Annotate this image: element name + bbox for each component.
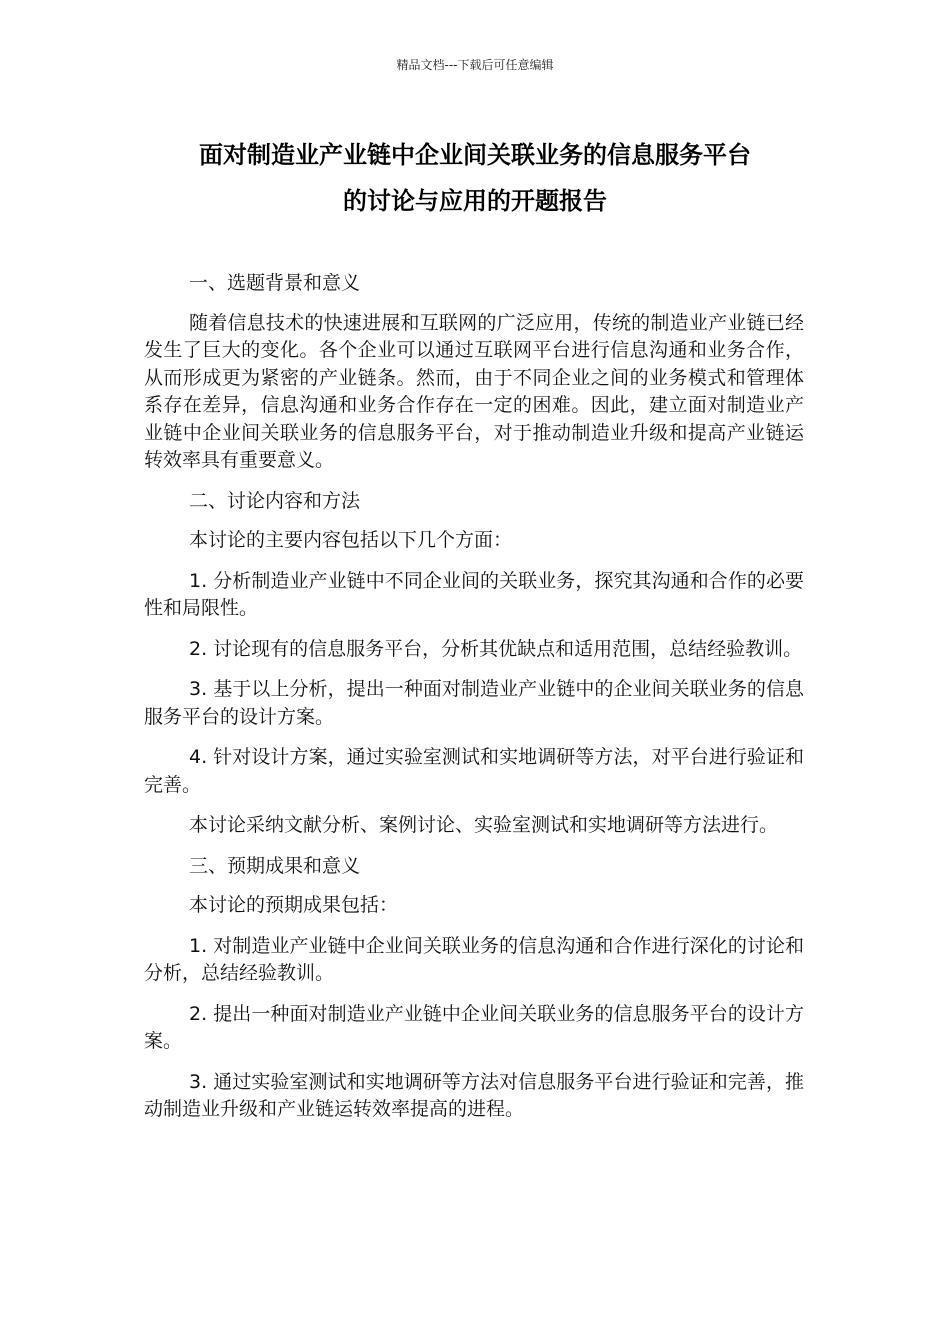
paragraph-method: 本讨论采纳文献分析、案例讨论、实验室测试和实地调研等方法进行。 (189, 814, 779, 836)
paragraph-outcomes-intro: 本讨论的预期成果包括： (189, 894, 399, 916)
document-title (120, 132, 830, 224)
title-line-2: 的讨论与应用的开题报告 (343, 187, 607, 215)
header-note: 精品文档---下载后可任意编辑 (396, 58, 554, 72)
list-item-outcome-3: 3. 通过实验室测试和实地调研等方法对信息服务平台进行验证和完善，推动制造业升级和产业链运转效率提高的进程。 (144, 1070, 804, 1120)
list-item-content-3: 3. 基于以上分析，提出一种面对制造业产业链中的企业间关联业务的信息服务平台的设计方案。 (144, 678, 804, 728)
document-body (144, 270, 804, 1137)
title-line-1: 面对制造业产业链中企业间关联业务的信息服务平台 (199, 141, 751, 169)
list-item-content-1: 1. 分析制造业产业链中不同企业间的关联业务，探究其沟通和合作的必要性和局限性。 (144, 569, 804, 619)
section-heading-content-method: 二、讨论内容和方法 (189, 489, 361, 512)
list-item-outcome-1: 1. 对制造业产业链中企业间关联业务的信息沟通和合作进行深化的讨论和分析，总结经验教训。 (144, 934, 804, 984)
section-heading-background: 一、选题背景和意义 (189, 272, 361, 294)
paragraph-background: 随着信息技术的快速进展和互联网的广泛应用，传统的制造业产业链已经发生了巨大的变化。各个企业可以通过互联网平台进行信息沟通和业务合作，从而形成更为紧密的产业链条。然而，由于不同企业之间的业务模式和管理体系存在差异，信息沟通和业务合作存在一定的困难。因此，建立面对制造业产业链中企业间关联业务的信息服务平台，对于推动制造业升级和提高产业链运转效率具有重要意义。 (144, 311, 804, 471)
paragraph-content-intro: 本讨论的主要内容包括以下几个方面： (189, 529, 513, 551)
list-item-content-4: 4. 针对设计方案，通过实验室测试和实地调研等方法，对平台进行验证和完善。 (144, 746, 804, 796)
list-item-outcome-2: 2. 提出一种面对制造业产业链中企业间关联业务的信息服务平台的设计方案。 (144, 1002, 804, 1052)
section-heading-outcomes: 三、预期成果和意义 (189, 854, 361, 877)
list-item-content-2: 2. 讨论现有的信息服务平台，分析其优缺点和适用范围，总结经验教训。 (189, 637, 803, 660)
